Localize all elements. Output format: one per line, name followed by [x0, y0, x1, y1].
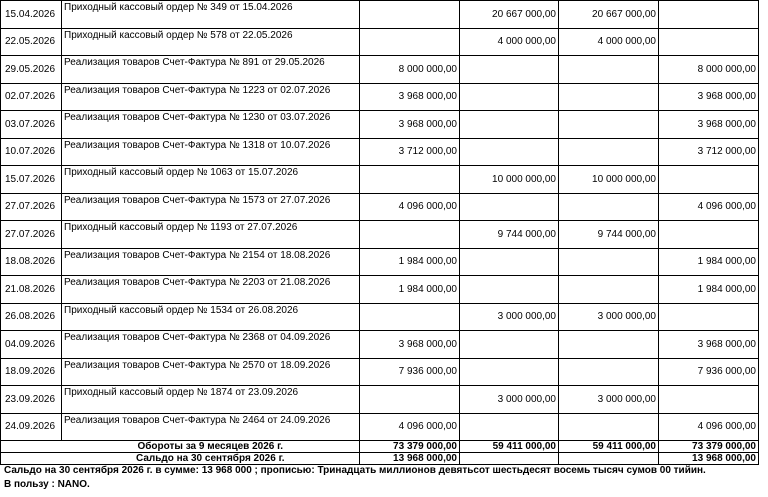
- row-date: 24.09.2026: [1, 413, 62, 441]
- turnover-blank-cell: [1, 441, 62, 453]
- row-credit-2: [659, 386, 759, 414]
- table-row: [1, 331, 759, 359]
- table-row: [1, 56, 759, 84]
- totals-section: [1, 441, 759, 465]
- row-debit-1: [360, 1, 460, 29]
- row-document: Реализация товаров Счет-Фактура № 2464 от 24.09.2026: [62, 413, 360, 441]
- row-debit-1: 7 936 000,00: [360, 358, 460, 386]
- row-credit-2: [659, 28, 759, 56]
- row-credit-2: [659, 221, 759, 249]
- row-credit-2: 3 712 000,00: [659, 138, 759, 166]
- row-document: Реализация товаров Счет-Фактура № 891 от 29.05.2026: [62, 56, 360, 84]
- row-document: Приходный кассовый ордер № 1193 от 27.07.2026: [62, 221, 360, 249]
- row-debit-2: [559, 276, 659, 304]
- table-row: [1, 221, 759, 249]
- table-row: [1, 28, 759, 56]
- row-debit-1: 4 096 000,00: [360, 413, 460, 441]
- row-document: Реализация товаров Счет-Фактура № 1573 от 27.07.2026: [62, 193, 360, 221]
- row-date: 26.08.2026: [1, 303, 62, 331]
- row-credit-1: 9 744 000,00: [460, 221, 559, 249]
- row-credit-1: 10 000 000,00: [460, 166, 559, 194]
- row-debit-2: [559, 193, 659, 221]
- row-date: 03.07.2026: [1, 111, 62, 139]
- row-document: Реализация товаров Счет-Фактура № 2368 от 04.09.2026: [62, 331, 360, 359]
- row-debit-1: 8 000 000,00: [360, 56, 460, 84]
- row-credit-2: [659, 303, 759, 331]
- turnover-row: [1, 441, 759, 453]
- table-row: [1, 111, 759, 139]
- row-credit-2: 1 984 000,00: [659, 248, 759, 276]
- row-date: 27.07.2026: [1, 193, 62, 221]
- row-credit-1: 3 000 000,00: [460, 303, 559, 331]
- row-date: 18.08.2026: [1, 248, 62, 276]
- row-document: Приходный кассовый ордер № 1534 от 26.08.2026: [62, 303, 360, 331]
- row-document: Реализация товаров Счет-Фактура № 2203 от 21.08.2026: [62, 276, 360, 304]
- row-debit-2: [559, 413, 659, 441]
- row-debit-2: [559, 248, 659, 276]
- row-credit-2: 8 000 000,00: [659, 56, 759, 84]
- row-credit-2: 4 096 000,00: [659, 193, 759, 221]
- row-document: Реализация товаров Счет-Фактура № 2154 от 18.08.2026: [62, 248, 360, 276]
- row-debit-1: 4 096 000,00: [360, 193, 460, 221]
- table-body: [1, 1, 759, 441]
- table-row: [1, 248, 759, 276]
- row-document: Приходный кассовый ордер № 578 от 22.05.2026: [62, 28, 360, 56]
- row-document: Реализация товаров Счет-Фактура № 1318 от 10.07.2026: [62, 138, 360, 166]
- table-row: [1, 138, 759, 166]
- row-debit-1: 3 712 000,00: [360, 138, 460, 166]
- row-debit-1: 3 968 000,00: [360, 83, 460, 111]
- row-credit-1: 4 000 000,00: [460, 28, 559, 56]
- row-credit-2: 4 096 000,00: [659, 413, 759, 441]
- row-credit-2: 3 968 000,00: [659, 111, 759, 139]
- row-credit-1: [460, 331, 559, 359]
- row-date: 29.05.2026: [1, 56, 62, 84]
- table-row: [1, 1, 759, 29]
- row-debit-1: 1 984 000,00: [360, 248, 460, 276]
- row-credit-1: [460, 276, 559, 304]
- beneficiary-text: В пользу : NANO.: [4, 479, 90, 490]
- balance-credit-1: [460, 453, 559, 465]
- row-date: 22.05.2026: [1, 28, 62, 56]
- table-row: [1, 193, 759, 221]
- row-credit-1: 20 667 000,00: [460, 1, 559, 29]
- row-credit-2: [659, 166, 759, 194]
- row-debit-1: [360, 303, 460, 331]
- row-date: 10.07.2026: [1, 138, 62, 166]
- row-debit-2: [559, 138, 659, 166]
- row-debit-1: [360, 221, 460, 249]
- row-debit-2: [559, 331, 659, 359]
- turnover-label: Обороты за 9 месяцев 2026 г.: [62, 441, 360, 453]
- turnover-credit-2: 73 379 000,00: [659, 441, 759, 453]
- row-credit-1: [460, 358, 559, 386]
- row-debit-2: [559, 56, 659, 84]
- table-row: [1, 166, 759, 194]
- row-debit-1: 3 968 000,00: [360, 331, 460, 359]
- row-date: 27.07.2026: [1, 221, 62, 249]
- row-debit-1: 1 984 000,00: [360, 276, 460, 304]
- balance-debit-1: 13 968 000,00: [360, 453, 460, 465]
- row-debit-2: 20 667 000,00: [559, 1, 659, 29]
- row-credit-1: [460, 111, 559, 139]
- row-date: 23.09.2026: [1, 386, 62, 414]
- turnover-credit-1: 59 411 000,00: [460, 441, 559, 453]
- balance-debit-2: [559, 453, 659, 465]
- row-document: Реализация товаров Счет-Фактура № 2570 от 18.09.2026: [62, 358, 360, 386]
- row-document: Реализация товаров Счет-Фактура № 1230 от 03.07.2026: [62, 111, 360, 139]
- table-row: [1, 276, 759, 304]
- balance-blank-cell: [1, 453, 62, 465]
- row-document: Приходный кассовый ордер № 1063 от 15.07.2026: [62, 166, 360, 194]
- row-debit-2: 10 000 000,00: [559, 166, 659, 194]
- row-credit-1: [460, 248, 559, 276]
- row-credit-1: [460, 413, 559, 441]
- row-debit-2: [559, 358, 659, 386]
- row-debit-2: 4 000 000,00: [559, 28, 659, 56]
- row-debit-2: [559, 83, 659, 111]
- row-credit-1: [460, 83, 559, 111]
- row-credit-1: [460, 56, 559, 84]
- row-date: 04.09.2026: [1, 331, 62, 359]
- row-debit-2: [559, 111, 659, 139]
- row-debit-2: 3 000 000,00: [559, 303, 659, 331]
- row-debit-1: [360, 386, 460, 414]
- row-document: Приходный кассовый ордер № 349 от 15.04.2026: [62, 1, 360, 29]
- row-document: Реализация товаров Счет-Фактура № 1223 от 02.07.2026: [62, 83, 360, 111]
- table-row: [1, 413, 759, 441]
- row-credit-2: [659, 1, 759, 29]
- table-row: [1, 386, 759, 414]
- row-date: 02.07.2026: [1, 83, 62, 111]
- turnover-debit-1: 73 379 000,00: [360, 441, 460, 453]
- balance-label: Сальдо на 30 сентября 2026 г.: [62, 453, 360, 465]
- row-credit-1: [460, 193, 559, 221]
- row-debit-2: 3 000 000,00: [559, 386, 659, 414]
- row-credit-2: 3 968 000,00: [659, 83, 759, 111]
- row-credit-2: 3 968 000,00: [659, 331, 759, 359]
- row-date: 18.09.2026: [1, 358, 62, 386]
- row-debit-1: 3 968 000,00: [360, 111, 460, 139]
- turnover-debit-2: 59 411 000,00: [559, 441, 659, 453]
- row-date: 15.04.2026: [1, 1, 62, 29]
- table-row: [1, 358, 759, 386]
- table-row: [1, 83, 759, 111]
- row-debit-1: [360, 28, 460, 56]
- row-document: Приходный кассовый ордер № 1874 от 23.09.2026: [62, 386, 360, 414]
- row-debit-1: [360, 166, 460, 194]
- row-credit-1: [460, 138, 559, 166]
- balance-row: [1, 453, 759, 465]
- row-debit-2: 9 744 000,00: [559, 221, 659, 249]
- row-credit-2: 1 984 000,00: [659, 276, 759, 304]
- row-date: 21.08.2026: [1, 276, 62, 304]
- table-row: [1, 303, 759, 331]
- row-credit-2: 7 936 000,00: [659, 358, 759, 386]
- balance-credit-2: 13 968 000,00: [659, 453, 759, 465]
- balance-summary-text: Сальдо на 30 сентября 2026 г. в сумме: 13 968 000 ; прописью: Тринадцать миллионов девятьсот шестьдесят восемь тысяч сумов 00 тийин.: [4, 465, 706, 476]
- row-credit-1: 3 000 000,00: [460, 386, 559, 414]
- row-date: 15.07.2026: [1, 166, 62, 194]
